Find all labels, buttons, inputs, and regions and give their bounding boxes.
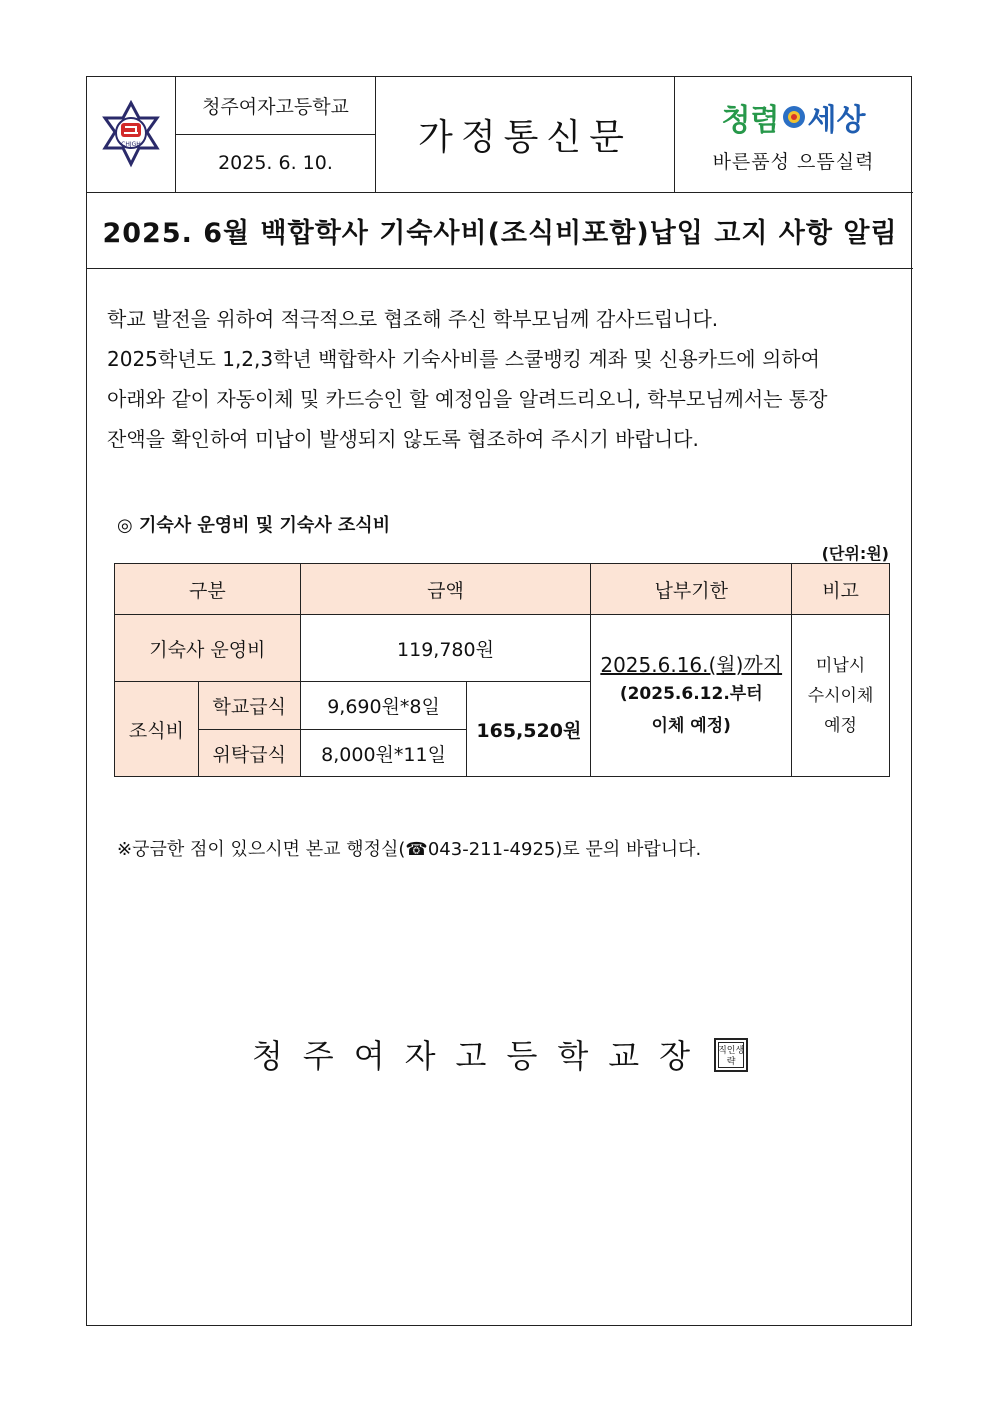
motto-logo-left: 청렴 bbox=[721, 103, 780, 138]
motto-text: 바른품성 으뜸실력 bbox=[712, 151, 875, 173]
school-info bbox=[176, 77, 376, 192]
dorm-fee-amount: 119,780원 bbox=[300, 615, 591, 682]
school-meal-amount: 9,690원*8일 bbox=[300, 682, 467, 730]
header-note: 비고 bbox=[792, 564, 890, 615]
globe-icon bbox=[782, 105, 806, 129]
official-seal bbox=[714, 1038, 748, 1072]
issue-date: 2025. 6. 10. bbox=[218, 152, 333, 174]
document-header bbox=[87, 77, 913, 193]
body-line: 아래와 같이 자동이체 및 카드승인 할 예정임을 알려드리오니, 학부모님께서는 통장 bbox=[107, 387, 828, 411]
note-line: 예정 bbox=[824, 715, 857, 736]
breakfast-total: 165,520원 bbox=[467, 682, 591, 777]
section-title: ◎ 기숙사 운영비 및 기숙사 조식비 bbox=[117, 515, 391, 536]
motto-logo bbox=[675, 95, 912, 139]
table-header-row bbox=[115, 564, 890, 615]
unit-label: (단위:원) bbox=[821, 544, 889, 563]
body-line: 학교 발전을 위하여 적극적으로 협조해 주신 학부모님께 감사드립니다. bbox=[107, 307, 719, 331]
dorm-fee-label: 기숙사 운영비 bbox=[115, 615, 301, 682]
header-category: 구분 bbox=[115, 564, 301, 615]
note-line: 수시이체 bbox=[807, 685, 874, 706]
notice-title: 2025. 6월 백합학사 기숙사비(조식비포함)납입 고지 사항 알림 bbox=[87, 193, 913, 269]
outsourced-meal-amount: 8,000원*11일 bbox=[300, 730, 467, 777]
body-line: 잔액을 확인하여 미납이 발생되지 않도록 협조하여 주시기 바랍니다. bbox=[107, 427, 699, 451]
due-cell bbox=[591, 615, 792, 777]
principal-signature bbox=[87, 1031, 913, 1077]
document-title: 가정통신문 bbox=[376, 77, 675, 192]
note-line: 미납시 bbox=[815, 655, 866, 676]
table-row bbox=[115, 615, 890, 682]
body-line: 2025학년도 1,2,3학년 백합학사 기숙사비를 스쿨뱅킹 계좌 및 신용카드에 의하여 bbox=[107, 347, 820, 371]
school-name: 청주여자고등학교 bbox=[176, 77, 375, 135]
due-date: 2025.6.16.(월)까지 bbox=[600, 653, 783, 677]
seal-text: 직인생략 bbox=[718, 1045, 745, 1067]
school-emblem-icon bbox=[99, 100, 163, 170]
breakfast-label: 조식비 bbox=[115, 682, 199, 777]
outsourced-meal-label: 위탁급식 bbox=[198, 730, 300, 777]
document-frame bbox=[86, 76, 912, 1326]
svg-text:CHJGH: CHJGH bbox=[121, 140, 141, 148]
header-amount: 금액 bbox=[300, 564, 591, 615]
school-meal-label: 학교급식 bbox=[198, 682, 300, 730]
due-sub-2: 이체 예정) bbox=[651, 716, 731, 736]
school-emblem bbox=[87, 77, 176, 192]
fee-table bbox=[114, 563, 890, 777]
due-sub-1: (2025.6.12.부터 bbox=[619, 684, 763, 704]
motto-block bbox=[675, 77, 912, 192]
contact-note: ※궁금한 점이 있으시면 본교 행정실(☎043-211-4925)로 문의 바랍니다. bbox=[117, 839, 702, 860]
principal-name: 청주여자고등학교장 bbox=[251, 1037, 711, 1075]
note-cell bbox=[792, 615, 890, 777]
motto-logo-right: 세상 bbox=[807, 103, 866, 138]
header-due: 납부기한 bbox=[591, 564, 792, 615]
notice-body bbox=[107, 299, 897, 459]
